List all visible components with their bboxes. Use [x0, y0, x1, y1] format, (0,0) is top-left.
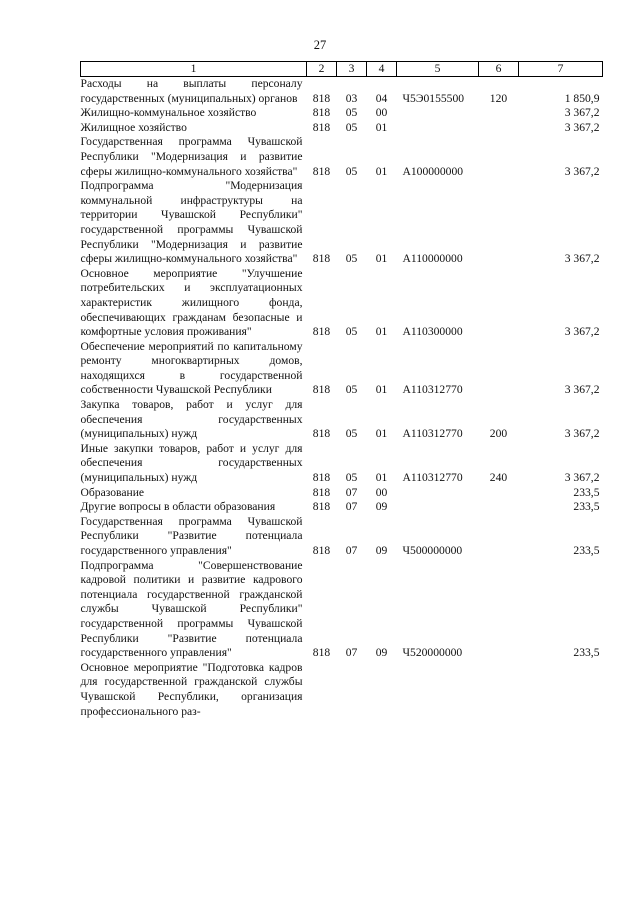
- row-expense-type: [479, 500, 519, 515]
- table-row: [81, 77, 603, 107]
- row-expense-type: 200: [489, 427, 508, 441]
- row-ministry-code: 818: [312, 646, 331, 660]
- row-description: Обеспечение мероприятий по капитальному ремонту многоквартирных домов, находящихся в государственной собственности Чувашской Республики: [80, 339, 303, 397]
- row-ministry-code: 818: [312, 164, 331, 178]
- row-description: Подпрограмма "Модернизация коммунальной инфраструктуры на территории Чувашской Республики" государственной программы Чувашской Республики "Модернизация и развитие сферы жилищно-коммунального хозяйства": [80, 179, 303, 266]
- row-description: Закупка товаров, работ и услуг для обеспечения государственных (муниципальных) нужд: [80, 398, 303, 441]
- row-amount: 233,5: [573, 544, 600, 557]
- row-description: Иные закупки товаров, работ и услуг для обеспечения государственных (муниципальных) нужд: [80, 441, 303, 485]
- row-target-article: А110000000: [402, 252, 463, 266]
- row-amount: 3 367,2: [564, 106, 600, 120]
- row-section-code: 07: [345, 544, 358, 557]
- row-target-article: [397, 121, 479, 136]
- table-row: [81, 559, 603, 661]
- row-subsection-code: 01: [375, 120, 388, 134]
- row-ministry-code: 818: [312, 544, 331, 557]
- row-target-article: [397, 106, 479, 121]
- row-amount: 3 367,2: [564, 252, 600, 266]
- row-ministry-code: 818: [312, 325, 331, 339]
- row-expense-type: [479, 515, 519, 559]
- row-expense-type: [479, 661, 519, 719]
- table-row: [81, 267, 603, 340]
- table-row: [81, 121, 603, 136]
- row-subsection-code: 01: [375, 325, 388, 339]
- row-subsection-code: 00: [375, 106, 388, 120]
- row-expense-type: [479, 121, 519, 136]
- row-description: Основное мероприятие "Подготовка кадров для государственной гражданской службы Чувашской Республики, организация профессионального раз-: [80, 660, 303, 718]
- budget-table: [80, 61, 603, 719]
- row-amount: 1 850,9: [564, 91, 600, 105]
- row-expense-type: [479, 340, 519, 398]
- row-ministry-code: [307, 661, 337, 719]
- row-section-code: 05: [345, 252, 358, 266]
- row-amount: 233,5: [573, 485, 600, 499]
- header-col-2: 2: [307, 62, 337, 77]
- row-target-article: А110300000: [402, 325, 463, 339]
- row-ministry-code: 818: [312, 91, 331, 105]
- row-target-article: А110312770: [402, 427, 463, 441]
- row-subsection-code: 01: [375, 383, 388, 397]
- header-col-5: 5: [397, 62, 479, 77]
- row-target-article: А100000000: [402, 164, 464, 178]
- header-col-1: 1: [81, 62, 307, 77]
- row-target-article: А110312770: [402, 383, 463, 397]
- row-section-code: 05: [345, 427, 358, 441]
- row-subsection-code: 01: [375, 471, 388, 485]
- table-row: [81, 442, 603, 486]
- row-section-code: 07: [345, 485, 358, 499]
- row-amount: 3 367,2: [564, 325, 600, 339]
- row-ministry-code: 818: [312, 485, 331, 499]
- header-col-4: 4: [367, 62, 397, 77]
- row-description: Основное мероприятие "Улучшение потребительских и эксплуатационных характеристик жилищного фонда, обеспечивающих гражданам безопасные и комфортные условия проживания": [80, 266, 303, 339]
- row-description: Образование: [80, 485, 145, 499]
- table-row: [81, 500, 603, 515]
- row-subsection-code: 09: [375, 500, 388, 514]
- row-subsection-code: 09: [375, 646, 388, 660]
- row-subsection-code: 00: [375, 485, 388, 499]
- row-expense-type: [479, 559, 519, 661]
- row-target-article: Ч5Э0155500: [402, 91, 465, 105]
- row-amount: 233,5: [573, 500, 600, 514]
- row-section-code: 05: [345, 106, 358, 120]
- row-subsection-code: 01: [375, 252, 388, 266]
- row-subsection-code: 01: [375, 164, 388, 178]
- row-target-article: [397, 486, 479, 501]
- row-subsection-code: 09: [375, 544, 388, 557]
- row-expense-type: 120: [489, 91, 508, 105]
- row-subsection-code: 01: [375, 427, 388, 441]
- row-target-article: А110312770: [402, 471, 463, 485]
- table-row: [81, 106, 603, 121]
- row-description: Расходы на выплаты персоналу государственных (муниципальных) органов: [80, 77, 303, 105]
- row-section-code: 03: [345, 91, 358, 105]
- table-row: [81, 515, 603, 559]
- row-section-code: 05: [345, 471, 358, 485]
- row-description: Жилищное хозяйство: [80, 120, 187, 134]
- row-target-article: [397, 661, 479, 719]
- row-amount: [519, 661, 603, 719]
- row-amount: 3 367,2: [564, 383, 600, 397]
- row-amount: 3 367,2: [564, 164, 600, 178]
- row-section-code: 05: [345, 325, 358, 339]
- row-subsection-code: 04: [375, 91, 388, 105]
- row-target-article: [397, 500, 479, 515]
- row-description: Государственная программа Чувашской Республики "Модернизация и развитие сферы жилищно-коммунального хозяйства": [80, 135, 303, 178]
- row-description: Подпрограмма "Совершенствование кадровой политики и развитие кадрового потенциала государственной гражданской службы Чувашской Республики" государственной программы Чувашской Республики "Развитие потенциала государственного управления": [80, 558, 303, 660]
- row-description: Другие вопросы в области образования: [80, 500, 276, 514]
- row-expense-type: 240: [489, 471, 508, 485]
- row-ministry-code: 818: [312, 106, 331, 120]
- row-expense-type: [479, 267, 519, 340]
- table-row: [81, 135, 603, 179]
- table-header: [81, 62, 603, 77]
- header-col-6: 6: [479, 62, 519, 77]
- row-expense-type: [479, 179, 519, 267]
- table-row: [81, 398, 603, 442]
- header-col-7: 7: [519, 62, 603, 77]
- row-description: Государственная программа Чувашской Республики "Развитие потенциала государственного управления": [80, 514, 303, 557]
- row-amount: 233,5: [573, 646, 600, 660]
- row-amount: 3 367,2: [564, 120, 600, 134]
- row-section-code: 07: [345, 646, 358, 660]
- row-amount: 3 367,2: [564, 471, 600, 485]
- row-ministry-code: 818: [312, 383, 331, 397]
- row-subsection-code: [367, 661, 397, 719]
- row-ministry-code: 818: [312, 500, 331, 514]
- row-ministry-code: 818: [312, 252, 331, 266]
- row-description: Жилищно-коммунальное хозяйство: [80, 106, 257, 120]
- page-number: 27: [313, 38, 327, 52]
- row-section-code: 07: [345, 500, 358, 514]
- header-row: [81, 62, 603, 77]
- row-ministry-code: 818: [312, 120, 331, 134]
- row-expense-type: [479, 135, 519, 179]
- table-row: [81, 661, 603, 719]
- row-section-code: [337, 661, 367, 719]
- row-target-article: Ч500000000: [402, 544, 463, 557]
- row-section-code: 05: [345, 164, 358, 178]
- row-ministry-code: 818: [312, 427, 331, 441]
- row-expense-type: [479, 486, 519, 501]
- table-row: [81, 340, 603, 398]
- table-row: [81, 486, 603, 501]
- header-col-3: 3: [337, 62, 367, 77]
- row-section-code: 05: [345, 120, 358, 134]
- row-expense-type: [479, 106, 519, 121]
- row-ministry-code: 818: [312, 471, 331, 485]
- table-row: [81, 179, 603, 267]
- table-body: [81, 77, 603, 720]
- row-amount: 3 367,2: [564, 427, 600, 441]
- row-section-code: 05: [345, 383, 358, 397]
- row-target-article: Ч520000000: [402, 646, 463, 660]
